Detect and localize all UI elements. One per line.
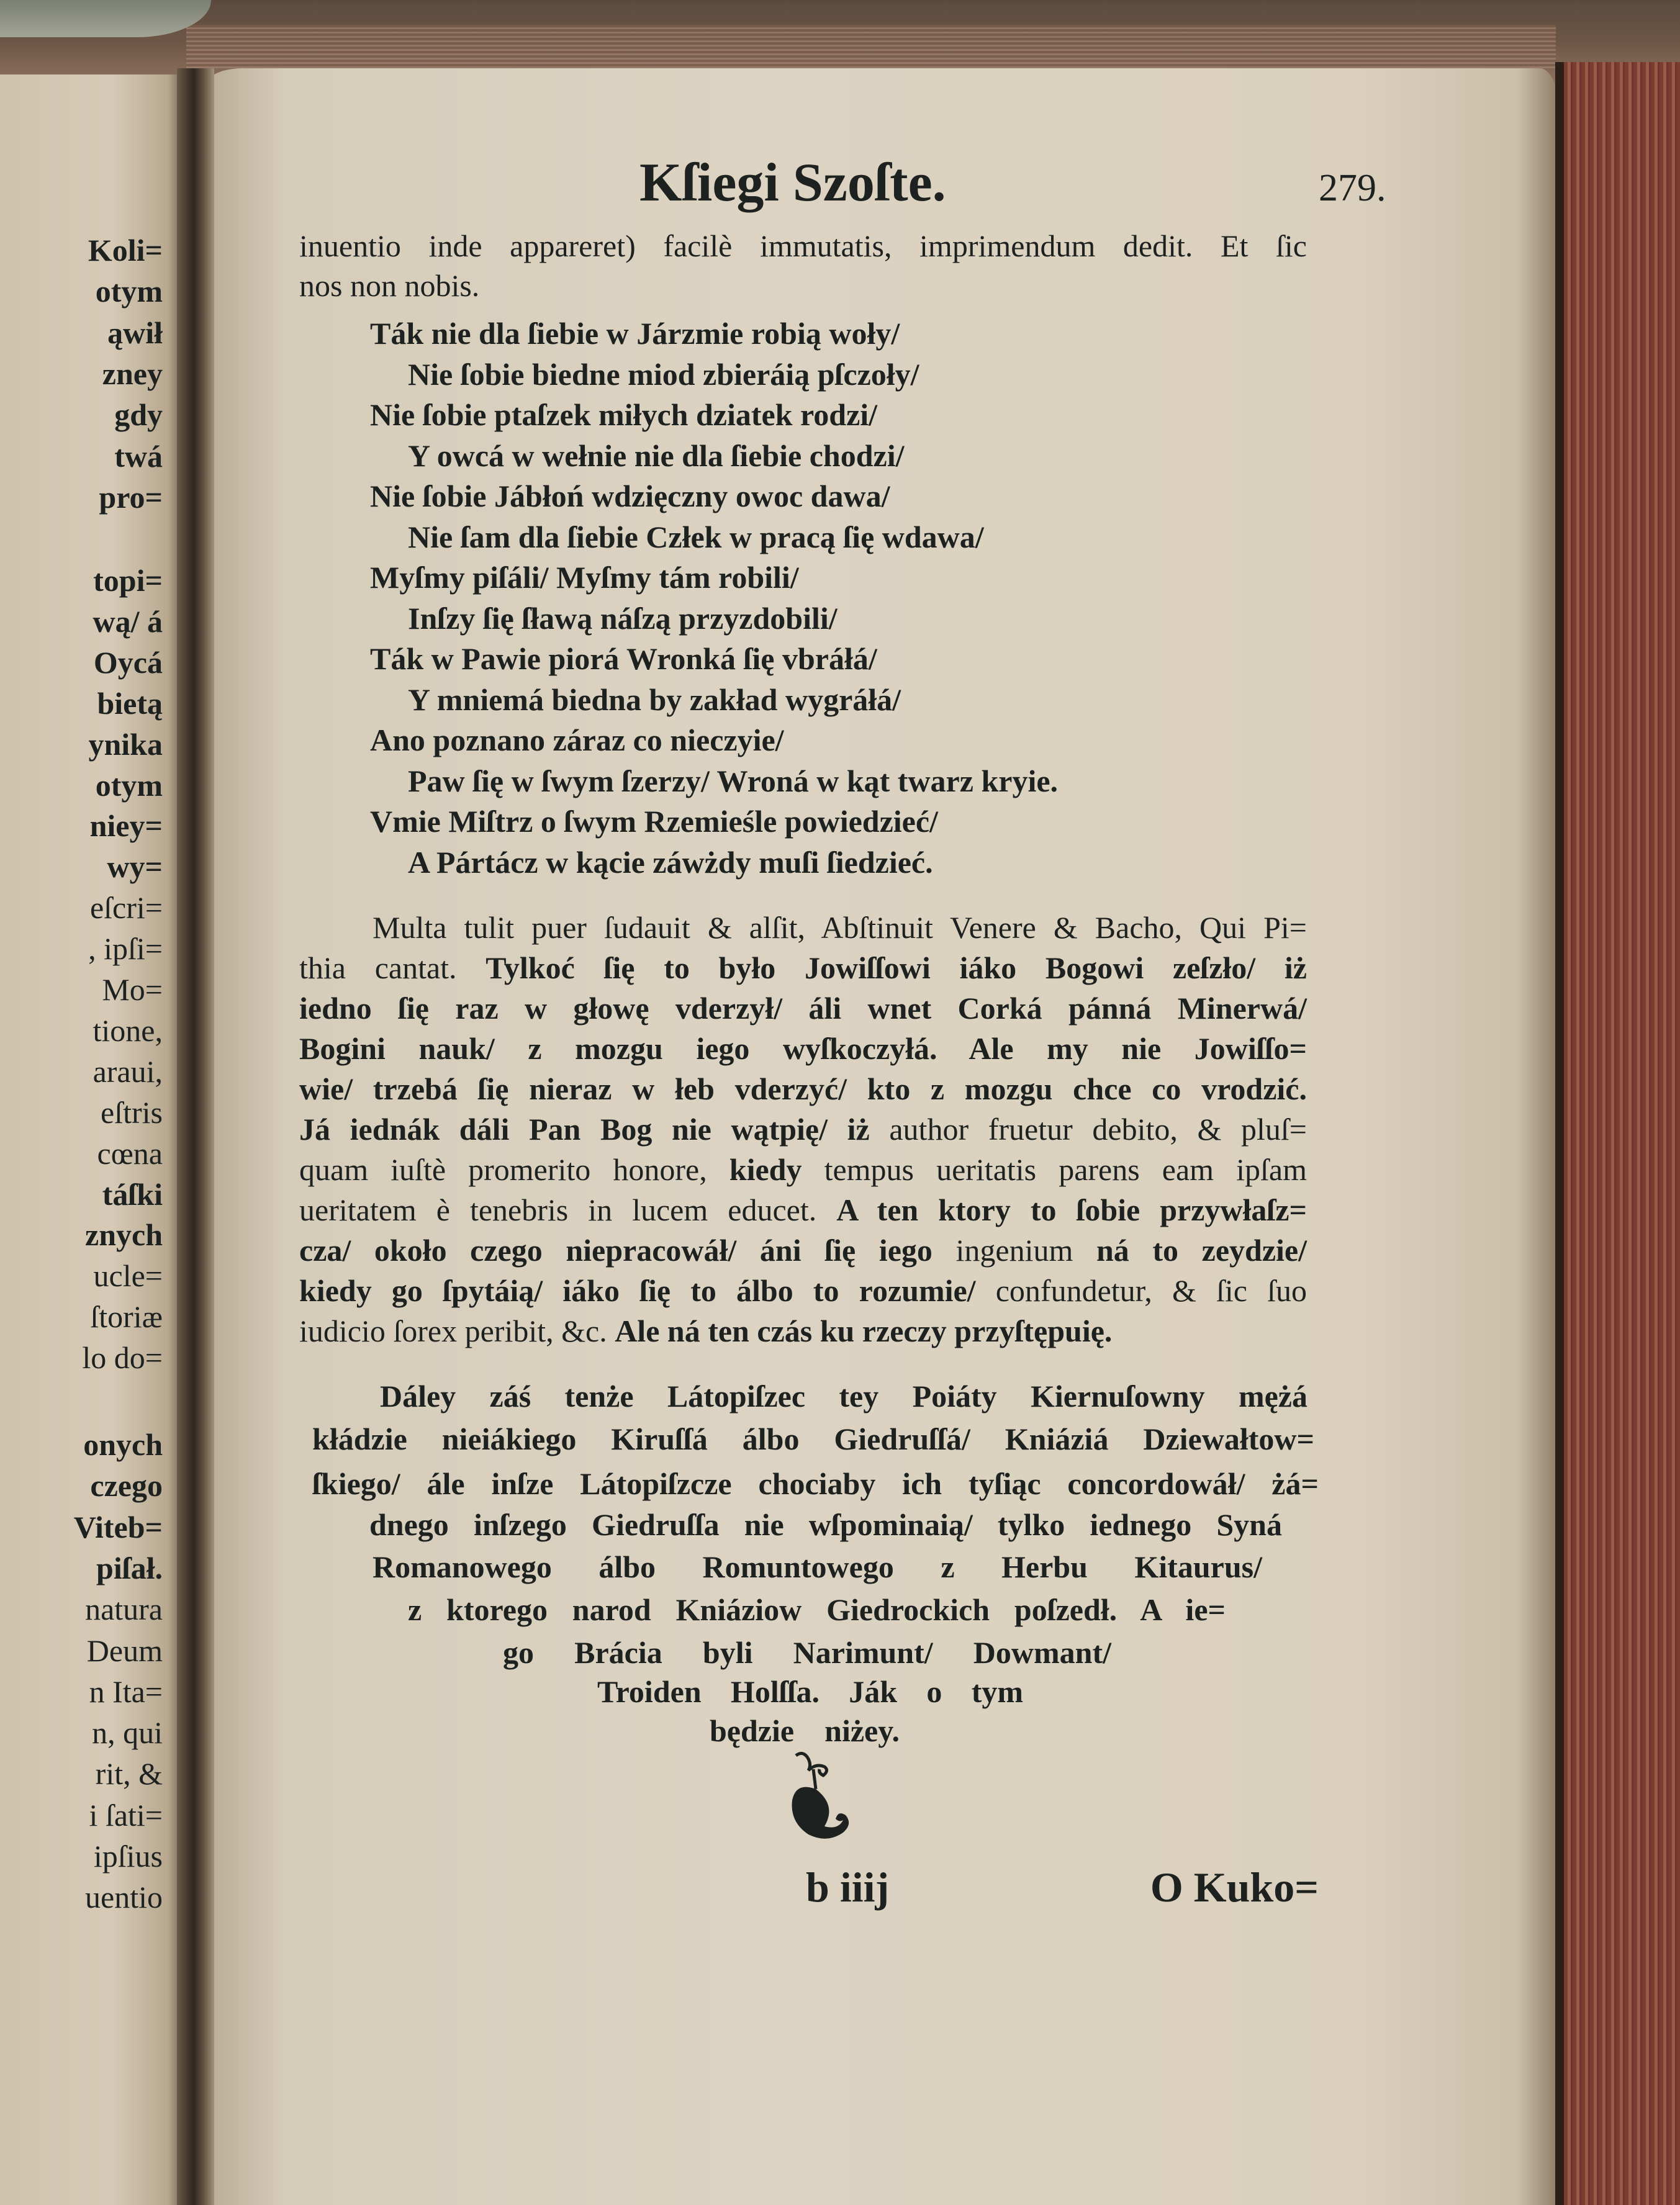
left-page-line-fragment	[0, 559, 163, 602]
left-page-line-fragment	[0, 845, 163, 888]
left-page-line-fragment	[0, 1630, 163, 1672]
running-head: Kſiegi Szoſte.	[639, 153, 946, 213]
text-segment: topi=	[93, 563, 163, 598]
text-segment: zney	[102, 356, 163, 391]
closing-line: Troiden Holſſa. Ják o tym	[597, 1674, 1023, 1709]
text-segment: ąwił	[107, 315, 163, 350]
text-segment: natura	[85, 1592, 163, 1627]
verse-line: Nie ſam dla ſiebie Człek w pracą ſię wdawa/	[408, 519, 984, 554]
left-page-line-fragment	[0, 1876, 163, 1918]
text-segment: niey=	[89, 808, 163, 844]
verse-line: Y owcá w wełnie nie dla ſiebie chodzi/	[408, 438, 905, 473]
text-segment: ynika	[88, 726, 163, 762]
text-segment: ucle=	[93, 1258, 163, 1294]
verse-line: Paw ſię w ſwym ſzerzy/ Wroná w kąt twarz kryie.	[408, 763, 1059, 798]
text-segment: pro=	[99, 479, 163, 515]
verse-line: Vmie Miſtrz o ſwym Rzemieśle powiedzieć/	[370, 804, 938, 839]
left-page-line-fragment	[0, 886, 163, 929]
text-segment: tempus ueritatis parens eam ipſam	[824, 1152, 1307, 1187]
left-page-line-fragment	[0, 1296, 163, 1338]
left-page-line-fragment	[0, 682, 163, 724]
text-segment: Koli=	[88, 233, 163, 268]
left-page-line-fragment	[0, 1423, 163, 1466]
verse-line: Ták nie dla ſiebie w Járzmie robią woły/	[370, 316, 900, 351]
text-segment: ueritatem è tenebris in lucem educet.	[299, 1193, 837, 1227]
verse-line: Y mniemá biedna by zakład wygráłá/	[408, 682, 901, 717]
text-segment: inuentio inde appareret) facilè immutatis, imprimendum dedit. Et ſic	[299, 228, 1307, 263]
left-page-line-fragment	[0, 1337, 163, 1379]
text-line	[299, 264, 479, 307]
closing-line: ſkiego/ ále inſze Látopiſzcze chociaby ich tyſiąc concordowáł/ żá=	[312, 1466, 1319, 1501]
verse-line: Nie ſobie Jábłoń wdzięczny owoc dawa/	[370, 479, 890, 513]
text-segment: n Ita=	[89, 1674, 163, 1709]
left-page-line-fragment	[0, 1506, 163, 1548]
text-segment: author fruetur debito, & pluſ=	[889, 1112, 1307, 1147]
text-segment: wie/ trzebá ſię nieraz w łeb vderzyć/ kto z mozgu chce co vrodzić.	[299, 1071, 1307, 1106]
text-segment: táſki	[102, 1176, 163, 1212]
text-segment: znych	[85, 1217, 163, 1253]
left-page-line-fragment	[0, 805, 163, 847]
text-segment: Bogini nauk/ z mozgu iego wyſkoczyłá. Ale my nie Jowiſſo=	[299, 1031, 1307, 1066]
prose-line	[299, 1027, 1307, 1070]
text-segment: thia cantat.	[299, 950, 486, 985]
catchword: O Kuko=	[1150, 1864, 1319, 1911]
closing-line: go Brácia byli Narimunt/ Dowmant/	[503, 1635, 1111, 1670]
verse-line: Ták w Pawie piorá Wronká ſię vbráłá/	[370, 641, 877, 676]
left-page-line-fragment	[0, 641, 163, 683]
text-segment: Oycá	[93, 644, 163, 680]
text-segment: otym	[95, 274, 163, 309]
page-edges	[1555, 62, 1680, 2205]
signature-mark: b iiij	[806, 1864, 890, 1911]
text-segment: ſtoriæ	[90, 1299, 163, 1335]
left-page-line-fragment	[0, 435, 163, 477]
text-segment: gdy	[114, 397, 163, 433]
left-page-line-fragment	[0, 723, 163, 765]
text-segment: uentio	[85, 1880, 163, 1915]
prose-line	[299, 1269, 1307, 1312]
text-segment: eſcri=	[89, 890, 163, 926]
text-segment: eſtris	[101, 1094, 163, 1130]
page-number: 279.	[1319, 167, 1386, 209]
text-segment: iedno ſię raz w głowę vderzył/ áli wnet Corká pánná Minerwá/	[299, 991, 1307, 1026]
text-segment: Já iednák dáli Pan Bog nie wątpię/ iż	[299, 1112, 890, 1147]
left-page-line-fragment	[0, 312, 163, 354]
text-segment: cza/ około czego niepracowáł/ áni ſię iego	[299, 1233, 956, 1268]
text-segment: kiedy go ſpytáią/ iáko ſię to álbo to rozumie/	[299, 1273, 996, 1308]
verse-line: Inſzy ſię ſławą náſzą przyzdobili/	[408, 600, 838, 636]
closing-line: dnego inſzego Giedruſſa nie wſpominaią/ tylko iednego Syná	[369, 1507, 1282, 1542]
text-segment: tione,	[93, 1012, 163, 1048]
text-segment: otym	[95, 767, 163, 803]
left-page-line-fragment	[0, 1752, 163, 1795]
text-segment: rit, &	[95, 1756, 163, 1792]
text-line	[299, 225, 1307, 267]
left-page-line-fragment	[0, 1173, 163, 1215]
text-segment: piſał.	[96, 1550, 163, 1585]
left-page-line-fragment	[0, 1091, 163, 1134]
prose-line	[299, 1310, 1307, 1352]
left-page-line-fragment	[0, 229, 163, 271]
left-page-line-fragment	[0, 600, 163, 643]
text-segment: , ipſi=	[88, 931, 163, 967]
left-page-line-fragment	[0, 1711, 163, 1754]
text-segment: ná to zeydzie/	[1096, 1233, 1307, 1268]
text-segment: onych	[83, 1427, 163, 1462]
left-page-line-fragment	[0, 1132, 163, 1175]
text-segment: bietą	[97, 685, 163, 721]
verse-line: Ano poznano záraz co nieczyie/	[370, 723, 784, 757]
left-page-line-fragment	[0, 394, 163, 436]
text-segment: ipſius	[93, 1839, 163, 1874]
prose-line	[299, 1229, 1307, 1271]
verse-line: A Pártácz w kącie záwżdy muſi ſiedzieć.	[408, 844, 933, 880]
closing-line: z ktorego narod Kniáziow Giedrockich poſzedł. A ie=	[408, 1592, 1226, 1627]
left-page-line-fragment	[0, 353, 163, 395]
text-segment: nos non nobis.	[299, 268, 480, 303]
closing-line: Romanowego álbo Romuntowego z Herbu Kitaurus/	[373, 1549, 1262, 1584]
closing-line: kłádzie nieiákiego Kiruſſá álbo Giedruſſá/ Kniáziá Dziewałtow=	[312, 1422, 1314, 1456]
closing-line: Dáley záś tenże Látopiſzec tey Poiáty Kiernuſowny mężá	[380, 1379, 1307, 1414]
left-page-line-fragment	[0, 1547, 163, 1589]
prose-line	[373, 906, 1307, 949]
prose-line	[299, 1189, 1307, 1231]
left-page-line-fragment	[0, 927, 163, 970]
left-page-line-fragment	[0, 1588, 163, 1630]
left-page-line-fragment	[0, 270, 163, 312]
prose-line	[299, 1068, 1307, 1110]
verse-line: Nie ſobie biedne miod zbieráią pſczoły/	[408, 356, 919, 392]
text-segment: iudicio ſorex peribit, &c.	[299, 1314, 615, 1348]
left-page-line-fragment	[0, 476, 163, 518]
left-page-line-fragment	[0, 1050, 163, 1093]
verse-line: Myſmy piſáli/ Myſmy tám robili/	[370, 560, 799, 595]
text-segment: czego	[90, 1468, 163, 1504]
left-page-line-fragment	[0, 1835, 163, 1877]
verse-line: Nie ſobie ptaſzek miłych dziatek rodzi/	[370, 397, 878, 432]
text-segment: Deum	[86, 1633, 163, 1668]
text-segment: n, qui	[92, 1715, 163, 1751]
text-segment: lo do=	[82, 1340, 163, 1376]
left-page-line-fragment	[0, 1214, 163, 1256]
left-page-line-fragment	[0, 1464, 163, 1507]
text-segment: quam iuſtè promerito honore,	[299, 1152, 729, 1187]
left-page-line-fragment	[0, 1255, 163, 1297]
text-segment: ingenium	[955, 1233, 1096, 1268]
left-page-line-fragment	[0, 764, 163, 806]
left-page-line-fragment	[0, 968, 163, 1011]
text-segment: araui,	[93, 1053, 163, 1089]
prose-line	[299, 1108, 1307, 1150]
text-segment: Multa tulit puer ſudauit & alſit, Abſtinuit Venere & Bacho, Qui Pi=	[373, 910, 1307, 945]
prose-line	[299, 947, 1307, 989]
text-segment: wą/ á	[93, 603, 163, 639]
text-segment: kiedy	[729, 1152, 824, 1187]
left-page-line-fragment	[0, 1794, 163, 1836]
text-segment: wy=	[107, 849, 163, 885]
text-segment: A ten ktory to ſobie przywłaſz=	[836, 1193, 1307, 1227]
text-segment: Tylkoć ſię to było Jowiſſowi iáko Bogowi zeſzło/ iż	[485, 950, 1307, 985]
prose-line	[299, 987, 1307, 1029]
text-segment: Mo=	[102, 972, 163, 1007]
text-segment: cœna	[97, 1135, 163, 1171]
fleuron-ornament-icon	[784, 1751, 858, 1841]
left-page-line-fragment	[0, 1671, 163, 1713]
text-segment: twá	[114, 438, 163, 474]
text-segment: i ſati=	[89, 1797, 163, 1833]
text-segment: Viteb=	[73, 1509, 163, 1544]
closing-line: będzie niżey.	[710, 1713, 900, 1748]
book-gutter	[177, 68, 214, 2205]
text-segment: Ale ná ten czás ku rzeczy przyſtępuię.	[615, 1314, 1113, 1348]
left-page-line-fragment	[0, 1009, 163, 1052]
text-segment: confundetur, & ſic ſuo	[995, 1273, 1307, 1308]
prose-line	[299, 1148, 1307, 1191]
